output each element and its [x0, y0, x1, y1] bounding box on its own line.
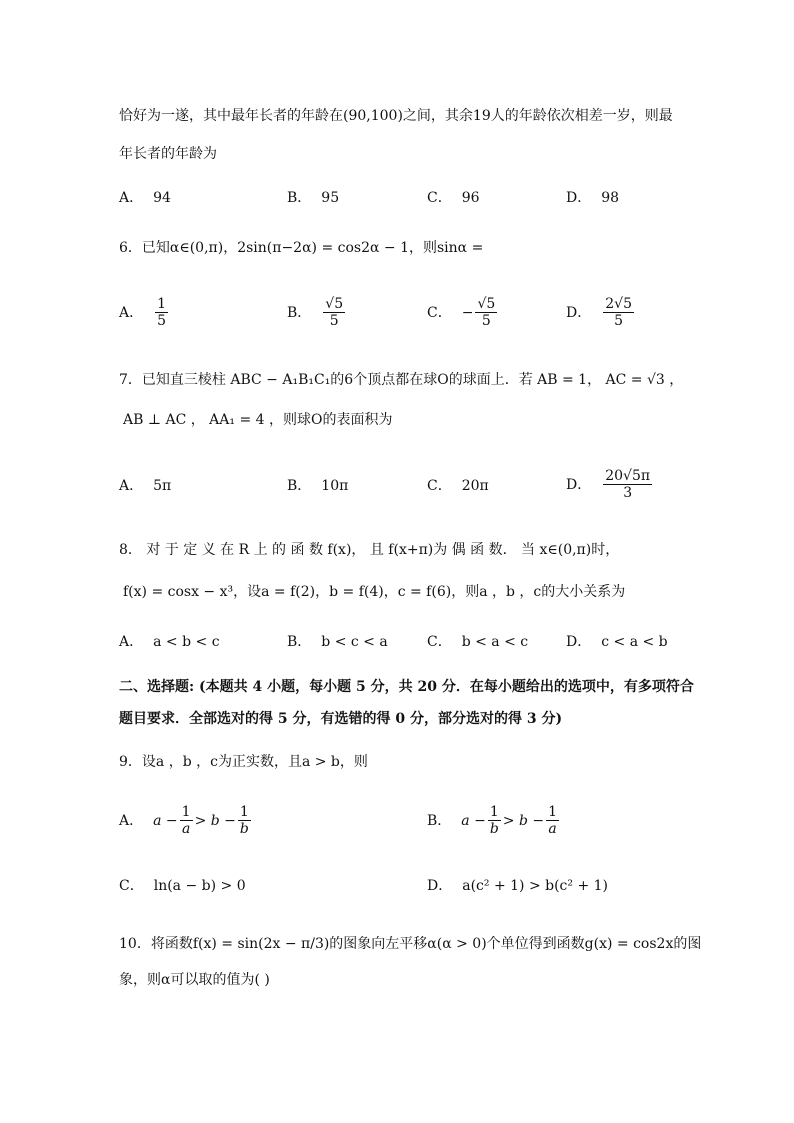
q6-option-d[interactable]	[566, 296, 636, 329]
q8-option-b[interactable]	[287, 632, 388, 652]
option-label: A．	[119, 304, 144, 321]
q7-option-b[interactable]	[287, 476, 348, 496]
fraction-numerator: 1	[239, 804, 249, 820]
q10-stem-line2: 象，则α可以取的值为( )	[119, 972, 270, 988]
fraction-denominator: a	[548, 821, 557, 837]
fraction-numerator: 1	[548, 804, 558, 820]
fraction-numerator: 1	[181, 804, 191, 820]
option-fraction	[603, 296, 634, 329]
q5-option-b[interactable]	[287, 188, 339, 208]
option-fraction	[155, 296, 168, 329]
q8-option-d[interactable]	[566, 632, 668, 652]
q7-stem-line2: AB ⊥ AC ， AA₁ = 4 ，则球O的表面积为	[123, 412, 393, 428]
option-text: b < a < c	[461, 634, 529, 650]
fraction-denominator: 5	[329, 313, 339, 329]
q5-stem-line1: 恰好为一遂，其中最年长者的年龄在(90,100)之间，其余19人的年龄依次相差一岁，则最	[119, 108, 673, 124]
option-text: b < c < a	[321, 634, 388, 650]
q10-stem-line1: 10．将函数f(x) = sin(2x − π/3)的图象向左平移α(α > 0)个单位得到函数g(x) = cos2x的图	[119, 936, 702, 952]
q6-option-b[interactable]	[287, 296, 347, 329]
option-text: 10π	[321, 478, 349, 494]
option-fraction	[323, 296, 345, 329]
option-text: 20π	[461, 478, 489, 494]
option-fraction	[238, 804, 251, 837]
fraction-numerator: √5	[477, 296, 496, 312]
option-label: B．	[427, 812, 452, 829]
expr-prefix: a −	[153, 812, 178, 829]
q5-option-c[interactable]	[427, 188, 480, 208]
option-text: a < b < c	[153, 634, 220, 650]
option-label: C．	[427, 190, 452, 206]
q6-stem: 6．已知α∈(0,π)，2sin(π−2α) = cos2α − 1，则sinα =	[119, 240, 484, 256]
option-label: B．	[287, 478, 312, 494]
option-label: C．	[427, 304, 452, 321]
option-fraction	[475, 296, 497, 329]
option-label: D．	[427, 878, 453, 894]
q5-option-d[interactable]	[566, 188, 619, 208]
option-label: B．	[287, 634, 312, 650]
option-fraction	[180, 804, 193, 837]
option-label: A．	[119, 634, 144, 650]
fraction-denominator: 5	[481, 313, 491, 329]
q9-option-c[interactable]	[119, 876, 246, 896]
q8-stem-line2: f(x) = cosx − x³，设a = f(2)，b = f(4)，c = f(6)，则a ，b ，c的大小关系为	[123, 584, 626, 600]
option-label: C．	[427, 478, 452, 494]
q7-stem-line1: 7．已知直三棱柱 ABC − A₁B₁C₁的6个顶点都在球O的球面上．若 AB = 1， AC = √3 ，	[119, 372, 684, 388]
q6-option-c[interactable]	[427, 296, 499, 329]
q5-option-a[interactable]	[119, 188, 171, 208]
option-text: 98	[601, 190, 620, 206]
fraction-numerator: 1	[157, 296, 167, 312]
option-text: ln(a − b) > 0	[153, 878, 246, 894]
option-text: 5π	[153, 478, 172, 494]
option-label: B．	[287, 190, 312, 206]
q7-option-c[interactable]	[427, 476, 489, 496]
option-text: 94	[153, 190, 171, 206]
expr-middle: > b −	[502, 812, 545, 829]
q5-stem-line2: 年长者的年龄为	[119, 146, 217, 162]
q7-option-a[interactable]	[119, 476, 171, 496]
fraction-denominator: 5	[614, 313, 624, 329]
option-label: D．	[566, 476, 592, 493]
option-label: A．	[119, 478, 144, 494]
expr-prefix: a −	[461, 812, 486, 829]
option-label: C．	[427, 634, 452, 650]
option-fraction	[603, 468, 652, 501]
q9-option-a[interactable]	[119, 804, 253, 837]
option-fraction	[546, 804, 559, 837]
expr-middle: > b −	[194, 812, 236, 829]
fraction-denominator: b	[489, 821, 499, 837]
option-sign: −	[461, 304, 474, 321]
fraction-denominator: a	[181, 821, 191, 837]
fraction-denominator: 3	[623, 485, 633, 501]
option-label: C．	[119, 878, 144, 894]
q9-option-b[interactable]	[427, 804, 561, 837]
fraction-denominator: 5	[157, 313, 167, 329]
option-label: A．	[119, 812, 144, 829]
fraction-numerator: √5	[325, 296, 344, 312]
option-label: D．	[566, 304, 592, 321]
fraction-numerator: 1	[489, 804, 499, 820]
q8-option-c[interactable]	[427, 632, 528, 652]
option-label: A．	[119, 190, 144, 206]
q8-option-a[interactable]	[119, 632, 220, 652]
q9-stem: 9．设a ，b ，c为正实数，且a > b，则	[119, 754, 368, 770]
option-label: D．	[566, 634, 592, 650]
q6-option-a[interactable]	[119, 296, 170, 329]
q8-stem-line1: 8． 对 于 定 义 在 R 上 的 函 数 f(x)， 且 f(x+π)为 偶 函 数． 当 x∈(0,π)时，	[119, 542, 620, 558]
fraction-numerator: 2√5	[605, 296, 632, 312]
section2-heading-line2: 题目要求．全部选对的得 5 分，有选错的得 0 分，部分选对的得 3 分)	[119, 711, 563, 727]
option-text: c < a < b	[601, 634, 668, 650]
q7-option-d[interactable]	[566, 468, 654, 501]
option-fraction	[488, 804, 501, 837]
option-text: 96	[461, 190, 480, 206]
option-label: B．	[287, 304, 312, 321]
option-text: 95	[321, 190, 340, 206]
fraction-numerator: 20√5π	[605, 468, 651, 484]
section2-heading-line1: 二、选择题: (本题共 4 小题，每小题 5 分，共 20 分．在每小题给出的选项中，有多项符合	[119, 679, 694, 695]
option-text: a(c² + 1) > b(c² + 1)	[462, 878, 609, 894]
option-label: D．	[566, 190, 592, 206]
q9-option-d[interactable]	[427, 876, 608, 896]
fraction-denominator: b	[239, 821, 249, 837]
